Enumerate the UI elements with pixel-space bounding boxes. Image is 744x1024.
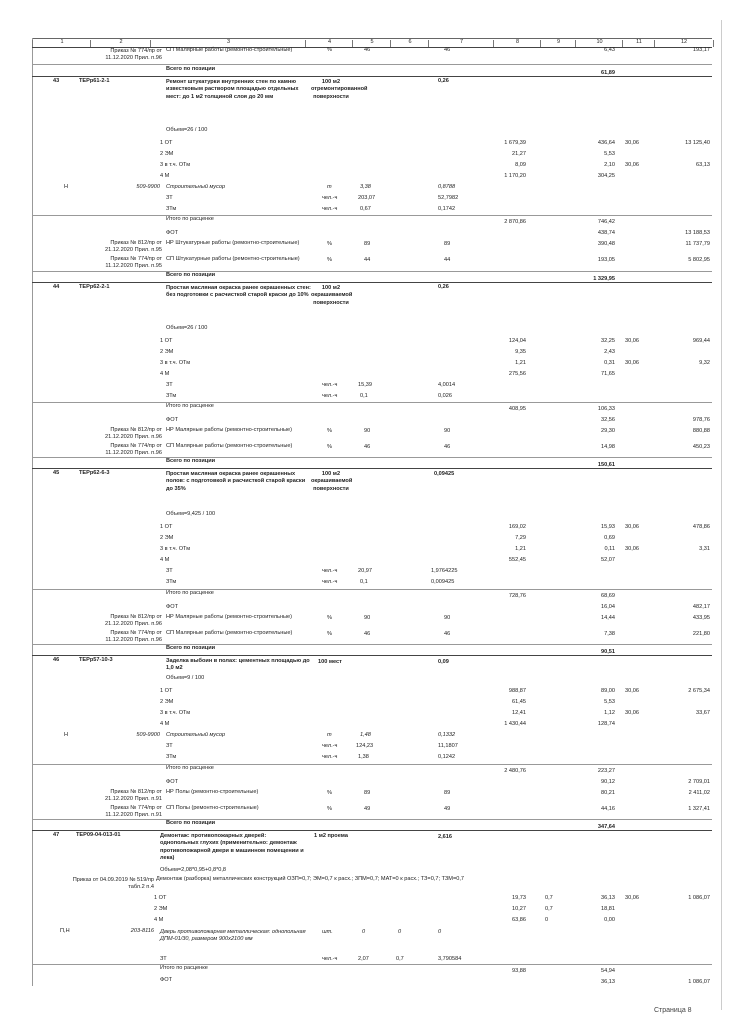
total-qty-cell: 3,790584 bbox=[438, 956, 462, 962]
sum-cell: 11 737,79 bbox=[685, 241, 710, 247]
cost-cell: 32,25 bbox=[601, 338, 615, 344]
sum-cell: 221,80 bbox=[692, 631, 710, 637]
item-total: 150,61 bbox=[597, 462, 615, 468]
cost-cell: 478,86 bbox=[692, 524, 710, 530]
cost-cell: 3,31 bbox=[699, 546, 710, 552]
cost-cell: 1,21 bbox=[515, 360, 526, 366]
subtotal-cell: 223,27 bbox=[597, 768, 615, 774]
qty-cell: 1,38 bbox=[358, 754, 369, 760]
cost-row-label: 2 ЭМ bbox=[160, 151, 174, 157]
cost-cell: 275,56 bbox=[508, 371, 526, 377]
total-label: Всего по позиции bbox=[166, 645, 216, 651]
material-name: Строительный мусор bbox=[166, 184, 226, 190]
unit-cell: 100 м2 отремонтированной поверхности bbox=[311, 79, 368, 100]
profit-label: СП Штукатурные работы (ремонтно-строительные) bbox=[166, 256, 300, 262]
unit-cell: т bbox=[327, 732, 332, 738]
cost-cell: 89,00 bbox=[601, 688, 615, 694]
material-name: Строительный мусор bbox=[166, 732, 226, 738]
unit-cell: чел.-ч bbox=[322, 956, 338, 962]
cost-cell: 19,73 bbox=[512, 895, 526, 901]
row-divider bbox=[32, 64, 712, 65]
item-divider bbox=[32, 468, 712, 469]
work-title: Демонтаж: противопожарных дверей: однопольных глухих (применительно: демонтаж противопожарной двери в машинном помещении и лека) bbox=[160, 833, 304, 861]
unit-cell: 100 м2 окрашиваемой поверхности bbox=[311, 471, 353, 492]
cost-row-label: 4 М bbox=[160, 721, 170, 727]
total-qty-cell: 0,026 bbox=[438, 393, 452, 399]
order-reference: Приказ № 774/пр от 11.12.2020 Прил. п.91 bbox=[105, 805, 162, 819]
total-label: Всего по позиции bbox=[166, 820, 216, 826]
payroll-label: ФОТ bbox=[160, 977, 173, 983]
sum-cell: 433,95 bbox=[692, 615, 710, 621]
qty-cell: 3,38 bbox=[360, 184, 371, 190]
payroll-cell: 36,13 bbox=[601, 979, 615, 985]
subtotal-cell: 746,42 bbox=[597, 219, 615, 225]
unit-cell: чел.-ч bbox=[322, 568, 338, 574]
cost-cell: 304,25 bbox=[597, 173, 615, 179]
order-reference: Приказ от 04.09.2019 № 519/пр табл.2 п.4 bbox=[72, 877, 154, 891]
coef-cell: 0,7 bbox=[396, 956, 404, 962]
col-header: 4 bbox=[305, 40, 353, 47]
rate-code: ТЕР09-04-013-01 bbox=[76, 832, 121, 838]
overhead-label: НР Малярные работы (ремонтно-строительные) bbox=[166, 427, 293, 433]
qty-cell: 89 bbox=[364, 790, 371, 796]
cost-cell: 0,11 bbox=[604, 546, 615, 552]
row-divider bbox=[32, 964, 712, 965]
unit-cell: чел.-ч bbox=[322, 393, 338, 399]
qty-cell: 90 bbox=[364, 615, 371, 621]
row-divider bbox=[32, 457, 712, 458]
labor-label: ЗТм bbox=[166, 206, 177, 212]
total-qty-cell: 52,7982 bbox=[438, 195, 459, 201]
labor-label: ЗТм bbox=[166, 754, 177, 760]
profit-label: СП Полы (ремонтно-строительные) bbox=[166, 805, 259, 811]
cost-cell: 30,06 bbox=[625, 524, 639, 530]
unit-cell: чел.-ч bbox=[322, 579, 338, 585]
material-code: 509-9900 bbox=[136, 732, 160, 738]
item-number: 43 bbox=[53, 78, 60, 84]
cost-cell: 5,53 bbox=[604, 151, 615, 157]
qty-cell: 1,48 bbox=[360, 732, 371, 738]
cost-row-label: 3 в т.ч. ОТм bbox=[160, 360, 191, 366]
cost-cell: 0,31 bbox=[604, 360, 615, 366]
item-total: 90,51 bbox=[601, 649, 615, 655]
item-number: 47 bbox=[53, 832, 60, 838]
cost-cell: 7,29 bbox=[515, 535, 526, 541]
cost-row-label: 2 ЭМ bbox=[160, 349, 174, 355]
qty-cell: 0,67 bbox=[360, 206, 371, 212]
cost-cell: 552,45 bbox=[508, 557, 526, 563]
qty-cell: 0 bbox=[362, 929, 366, 935]
coef-cell: 89 bbox=[444, 241, 451, 247]
cost-row-label: 1 ОТ bbox=[160, 524, 173, 530]
unit-cell: чел.-ч bbox=[322, 754, 338, 760]
order-reference: Приказ № 774/пр от 11.12.2020 Прил. п.95 bbox=[105, 256, 162, 270]
col-header: 6 bbox=[390, 40, 429, 47]
material-flag: П,Н bbox=[60, 928, 70, 934]
coef-cell: 46 bbox=[444, 47, 451, 53]
subtotal-cell: 2 870,86 bbox=[504, 219, 526, 225]
row-divider bbox=[32, 764, 712, 765]
cost-cell: 30,06 bbox=[625, 360, 639, 366]
volume-formula: Объем=9,425 / 100 bbox=[166, 511, 216, 517]
cost-cell: 15,93 bbox=[601, 524, 615, 530]
unit-cell: % bbox=[327, 47, 332, 53]
qty-cell: 0,26 bbox=[438, 284, 449, 290]
total-qty-cell: 4,0014 bbox=[438, 382, 456, 388]
row-divider bbox=[32, 819, 712, 820]
cost-cell: 30,06 bbox=[625, 688, 639, 694]
unit-cell: % bbox=[327, 631, 332, 637]
cost-row-label: 2 ЭМ bbox=[160, 699, 174, 705]
coef-cell: 49 bbox=[444, 806, 451, 812]
overhead-label: НР Малярные работы (ремонтно-строительные) bbox=[166, 614, 293, 620]
subtotal-label: Итого по расценке bbox=[166, 765, 214, 771]
item-total: 347,64 bbox=[597, 824, 615, 830]
cost-row-label: 2 ЭМ bbox=[160, 535, 174, 541]
payroll-cell: 978,76 bbox=[692, 417, 710, 423]
qty-cell: 46 bbox=[364, 444, 371, 450]
col-header: 5 bbox=[352, 40, 391, 47]
cost-cell: 1 086,07 bbox=[688, 895, 710, 901]
coef-cell: 89 bbox=[444, 790, 451, 796]
item-number: 46 bbox=[53, 657, 60, 663]
cost-cell: 2 675,34 bbox=[688, 688, 710, 694]
unit-cell: % bbox=[327, 806, 332, 812]
sum-cell: 44,16 bbox=[601, 806, 615, 812]
rate-code: ТЕРр57-10-3 bbox=[79, 657, 113, 663]
qty-cell: 2,07 bbox=[358, 956, 369, 962]
payroll-label: ФОТ bbox=[166, 604, 179, 610]
overhead-label: НР Полы (ремонтно-строительные) bbox=[166, 789, 259, 795]
cost-cell: 969,44 bbox=[692, 338, 710, 344]
cost-row-label: 2 ЭМ bbox=[154, 906, 168, 912]
subtotal-label: Итого по расценке bbox=[166, 590, 214, 596]
coefficient-note: Демонтаж (разборка) металлических конструкций ОЗП=0,7; ЭМ=0,7 к расх.; ЗПМ=0,7; МАТ=0 к расх.; ТЗ=0,7; ТЗМ=0,7 bbox=[156, 876, 465, 882]
cost-cell: 30,06 bbox=[625, 338, 639, 344]
item-divider bbox=[32, 282, 712, 283]
material-flag: Н bbox=[64, 184, 69, 190]
qty-cell: 0,09 bbox=[438, 659, 449, 665]
col-header: 8 bbox=[493, 40, 541, 47]
subtotal-cell: 408,95 bbox=[508, 406, 526, 412]
table-left-border bbox=[32, 38, 33, 986]
cost-cell: 61,45 bbox=[512, 699, 526, 705]
labor-label: ЗТм bbox=[166, 579, 177, 585]
sum-cell: 193,17 bbox=[692, 47, 710, 53]
row-divider bbox=[32, 402, 712, 403]
cost-cell: 9,35 bbox=[515, 349, 526, 355]
payroll-label: ФОТ bbox=[166, 417, 179, 423]
cost-cell: 2,43 bbox=[604, 349, 615, 355]
cost-row-label: 4 М bbox=[160, 557, 170, 563]
cost-cell: 63,86 bbox=[512, 917, 526, 923]
cost-row-label: 1 ОТ bbox=[154, 895, 167, 901]
cost-row-label: 1 ОТ bbox=[160, 140, 173, 146]
col-header: 12 bbox=[654, 40, 714, 47]
profit-label: СП Малярные работы (ремонтно-строительные) bbox=[166, 443, 293, 449]
unit-cell: чел.-ч bbox=[322, 743, 338, 749]
subtotal-label: Итого по расценке bbox=[160, 965, 208, 971]
volume-formula: Объем=2,08*0,95+0,8*0,8 bbox=[160, 867, 227, 873]
item-total: 1 329,95 bbox=[593, 276, 615, 282]
order-reference: Приказ № 812/пр от 21.12.2020 Прил. п.96 bbox=[105, 427, 162, 441]
unit-cell: % bbox=[327, 257, 332, 263]
qty-cell: 0,1 bbox=[360, 579, 368, 585]
unit-cell: % bbox=[327, 615, 332, 621]
coef-cell: 0 bbox=[398, 929, 402, 935]
overhead-label: НР Штукатурные работы (ремонтно-строительные) bbox=[166, 240, 300, 246]
cost-cell: 2,10 bbox=[604, 162, 615, 168]
cost-cell: 30,06 bbox=[625, 140, 639, 146]
total-qty-cell: 0,8788 bbox=[438, 184, 456, 190]
cost-cell: 988,87 bbox=[508, 688, 526, 694]
payroll-label: ФОТ bbox=[166, 230, 179, 236]
unit-cell: 100 м2 окрашиваемой поверхности bbox=[311, 285, 353, 306]
subtotal-cell: 728,76 bbox=[508, 593, 526, 599]
sum-cell: 80,21 bbox=[601, 790, 615, 796]
material-code: 509-9900 bbox=[136, 184, 160, 190]
rate-code: ТЕРр61-2-1 bbox=[79, 78, 110, 84]
subtotal-cell: 54,94 bbox=[601, 968, 615, 974]
cost-cell: 12,41 bbox=[512, 710, 526, 716]
order-reference: Приказ № 774/пр от 11.12.2020 Прил. п.96 bbox=[105, 443, 162, 457]
sum-cell: 5 802,95 bbox=[688, 257, 710, 263]
subtotal-label: Итого по расценке bbox=[166, 403, 214, 409]
item-divider bbox=[32, 830, 712, 831]
col-header: 9 bbox=[540, 40, 576, 47]
labor-label: ЗТ bbox=[166, 743, 173, 749]
cost-cell: 8,09 bbox=[515, 162, 526, 168]
unit-cell: чел.-ч bbox=[322, 195, 338, 201]
payroll-cell: 16,04 bbox=[601, 604, 615, 610]
col-header: 3 bbox=[150, 40, 306, 47]
work-title: Простая масляная окраска ранее окрашенных стен: без подготовки с расчисткой старой краски до 10% bbox=[166, 285, 311, 299]
cost-cell: 30,06 bbox=[625, 895, 639, 901]
unit-cell: чел.-ч bbox=[322, 206, 338, 212]
unit-cell: шт. bbox=[322, 929, 333, 935]
work-title: Ремонт штукатурки внутренних стен по камню известковым раствором площадью отдельных мест: до 1 м2 толщиной слоя до 20 мм bbox=[166, 79, 299, 100]
item-divider bbox=[32, 655, 712, 656]
subtotal-cell: 106,33 bbox=[597, 406, 615, 412]
labor-label: ЗТм bbox=[166, 393, 177, 399]
work-title: Заделка выбоин в полах: цементных площадью до 1,0 м2 bbox=[166, 658, 310, 672]
cost-cell: 52,07 bbox=[601, 557, 615, 563]
item-total: 61,89 bbox=[601, 70, 615, 76]
coef-cell: 90 bbox=[444, 428, 451, 434]
unit-cell: % bbox=[327, 444, 332, 450]
cost-row-label: 1 ОТ bbox=[160, 688, 173, 694]
volume-formula: Объем=26 / 100 bbox=[166, 127, 208, 133]
labor-label: ЗТ bbox=[166, 382, 173, 388]
cost-cell: 5,53 bbox=[604, 699, 615, 705]
row-divider bbox=[32, 589, 712, 590]
cost-cell: 18,81 bbox=[601, 906, 615, 912]
cost-cell: 10,27 bbox=[512, 906, 526, 912]
qty-cell: 44 bbox=[364, 257, 371, 263]
page-number: Страница 8 bbox=[654, 1007, 692, 1014]
rate-code: ТЕРр62-2-1 bbox=[79, 284, 110, 290]
cost-cell: 124,04 bbox=[508, 338, 526, 344]
order-reference: Приказ № 812/пр от 21.12.2020 Прил. п.91 bbox=[105, 789, 162, 803]
cost-cell: 436,64 bbox=[597, 140, 615, 146]
qty-cell: 0,09425 bbox=[434, 471, 455, 477]
col-header: 10 bbox=[575, 40, 623, 47]
order-reference: Приказ № 812/пр от 21.12.2020 Прил. п.95 bbox=[105, 240, 162, 254]
cost-cell: 30,06 bbox=[625, 710, 639, 716]
unit-cell: т bbox=[327, 184, 332, 190]
cost-cell: 0,7 bbox=[545, 895, 553, 901]
material-flag: Н bbox=[64, 732, 69, 738]
cost-cell: 30,06 bbox=[625, 162, 639, 168]
coef-cell: 46 bbox=[444, 444, 451, 450]
page-edge bbox=[721, 20, 722, 1010]
total-label: Всего по позиции bbox=[166, 272, 216, 278]
qty-cell: 90 bbox=[364, 428, 371, 434]
sum-cell: 14,44 bbox=[601, 615, 615, 621]
cost-cell: 21,27 bbox=[512, 151, 526, 157]
cost-cell: 1 430,44 bbox=[504, 721, 526, 727]
qty-cell: 15,39 bbox=[358, 382, 372, 388]
cost-cell: 9,32 bbox=[699, 360, 710, 366]
coef-cell: 44 bbox=[444, 257, 451, 263]
labor-label: ЗТ bbox=[160, 956, 167, 962]
work-title: Простая масляная окраска ранее окрашенных полов: с подготовкой и расчисткой старой краски до 35% bbox=[166, 471, 306, 492]
sum-cell: 193,05 bbox=[597, 257, 615, 263]
cost-cell: 1,21 bbox=[515, 546, 526, 552]
qty-cell: 49 bbox=[364, 806, 371, 812]
volume-formula: Объем=9 / 100 bbox=[166, 675, 205, 681]
qty-cell: 0,26 bbox=[438, 78, 449, 84]
qty-cell: 89 bbox=[364, 241, 371, 247]
total-qty-cell: 11,1807 bbox=[438, 743, 458, 749]
labor-label: ЗТ bbox=[166, 568, 173, 574]
total-qty-cell: 0,009425 bbox=[431, 579, 455, 585]
cost-row-label: 3 в т.ч. ОТм bbox=[160, 162, 191, 168]
col-header: 2 bbox=[90, 40, 151, 47]
payroll-cell: 482,17 bbox=[692, 604, 710, 610]
item-number: 45 bbox=[53, 470, 60, 476]
qty-cell: 46 bbox=[364, 47, 371, 53]
cost-cell: 1 170,20 bbox=[504, 173, 526, 179]
item-divider bbox=[32, 76, 712, 77]
material-name: Дверь противопожарная металлическая: однопольная ДПМ-01/30, размером 900х2100 мм bbox=[160, 929, 306, 943]
cost-cell: 36,13 bbox=[601, 895, 615, 901]
cost-cell: 33,67 bbox=[696, 710, 710, 716]
cost-row-label: 4 М bbox=[154, 917, 164, 923]
cost-cell: 1 679,39 bbox=[504, 140, 526, 146]
order-reference: Приказ № 774/пр от 11.12.2020 Прил. п.96 bbox=[105, 48, 162, 62]
subtotal-cell: 68,69 bbox=[601, 593, 615, 599]
material-code: 203-8116 bbox=[130, 928, 154, 934]
total-qty-cell: 0 bbox=[438, 929, 442, 935]
payroll-cell: 13 188,53 bbox=[685, 230, 710, 236]
subtotal-label: Итого по расценке bbox=[166, 216, 214, 222]
subtotal-cell: 2 480,76 bbox=[504, 768, 526, 774]
qty-cell: 2,616 bbox=[438, 834, 452, 840]
subtotal-cell: 93,88 bbox=[512, 968, 526, 974]
payroll-cell: 32,56 bbox=[601, 417, 615, 423]
unit-cell: % bbox=[327, 790, 332, 796]
unit-cell: % bbox=[327, 241, 332, 247]
sum-cell: 2 411,02 bbox=[688, 790, 710, 796]
sum-cell: 390,48 bbox=[597, 241, 615, 247]
total-qty-cell: 0,1742 bbox=[438, 206, 456, 212]
order-reference: Приказ № 774/пр от 11.12.2020 Прил. п.96 bbox=[105, 630, 162, 644]
cost-cell: 0,7 bbox=[545, 906, 553, 912]
row-divider bbox=[32, 215, 712, 216]
payroll-label: ФОТ bbox=[166, 779, 179, 785]
cost-cell: 63,13 bbox=[696, 162, 710, 168]
cost-cell: 71,65 bbox=[601, 371, 615, 377]
profit-label: СП Малярные работы (ремонтно-строительные) bbox=[166, 630, 293, 636]
cost-cell: 169,02 bbox=[508, 524, 526, 530]
total-qty-cell: 0,1242 bbox=[438, 754, 456, 760]
sum-cell: 7,38 bbox=[604, 631, 615, 637]
cost-cell: 0 bbox=[545, 917, 549, 923]
cost-row-label: 3 в т.ч. ОТм bbox=[160, 710, 191, 716]
cost-cell: 128,74 bbox=[597, 721, 615, 727]
sum-cell: 1 327,41 bbox=[688, 806, 710, 812]
total-qty-cell: 0,1332 bbox=[438, 732, 456, 738]
qty-cell: 0,1 bbox=[360, 393, 368, 399]
total-qty-cell: 1,9764225 bbox=[431, 568, 458, 574]
payroll-cell: 1 086,07 bbox=[688, 979, 710, 985]
col-header: 11 bbox=[622, 40, 655, 47]
cost-cell: 1,12 bbox=[604, 710, 615, 716]
labor-label: ЗТ bbox=[166, 195, 173, 201]
qty-cell: 20,97 bbox=[358, 568, 372, 574]
sum-cell: 880,88 bbox=[692, 428, 710, 434]
row-divider bbox=[32, 644, 712, 645]
overhead-label: СП Малярные работы (ремонтно-строительные) bbox=[166, 47, 293, 53]
cost-row-label: 1 ОТ bbox=[160, 338, 173, 344]
unit-cell: % bbox=[327, 428, 332, 434]
sum-cell: 29,30 bbox=[601, 428, 615, 434]
cost-cell: 13 125,40 bbox=[685, 140, 710, 146]
qty-cell: 203,07 bbox=[358, 195, 376, 201]
coef-cell: 90 bbox=[444, 615, 451, 621]
qty-cell: 46 bbox=[364, 631, 371, 637]
payroll-cell: 90,12 bbox=[601, 779, 615, 785]
item-number: 44 bbox=[53, 284, 60, 290]
total-label: Всего по позиции bbox=[166, 66, 216, 72]
order-reference: Приказ № 812/пр от 21.12.2020 Прил. п.96 bbox=[105, 614, 162, 628]
payroll-cell: 2 709,01 bbox=[688, 779, 710, 785]
cost-cell: 0,00 bbox=[604, 917, 615, 923]
cost-row-label: 3 в т.ч. ОТм bbox=[160, 546, 191, 552]
volume-formula: Объем=26 / 100 bbox=[166, 325, 208, 331]
unit-cell: 100 мест bbox=[318, 659, 342, 665]
payroll-cell: 438,74 bbox=[597, 230, 615, 236]
cost-cell: 0,69 bbox=[604, 535, 615, 541]
sum-cell: 14,98 bbox=[601, 444, 615, 450]
cost-row-label: 4 М bbox=[160, 173, 170, 179]
sum-cell: 450,23 bbox=[692, 444, 710, 450]
qty-cell: 124,23 bbox=[356, 743, 374, 749]
cost-row-label: 4 М bbox=[160, 371, 170, 377]
total-label: Всего по позиции bbox=[166, 458, 216, 464]
sum-cell: 6,43 bbox=[604, 47, 615, 53]
unit-cell: 1 м2 проема bbox=[314, 833, 348, 839]
col-header: 7 bbox=[428, 40, 494, 47]
rate-code: ТЕРр62-6-3 bbox=[79, 470, 110, 476]
row-divider bbox=[32, 271, 712, 272]
col-header: 1 bbox=[32, 40, 91, 47]
unit-cell: чел.-ч bbox=[322, 382, 338, 388]
coef-cell: 46 bbox=[444, 631, 451, 637]
cost-cell: 30,06 bbox=[625, 546, 639, 552]
